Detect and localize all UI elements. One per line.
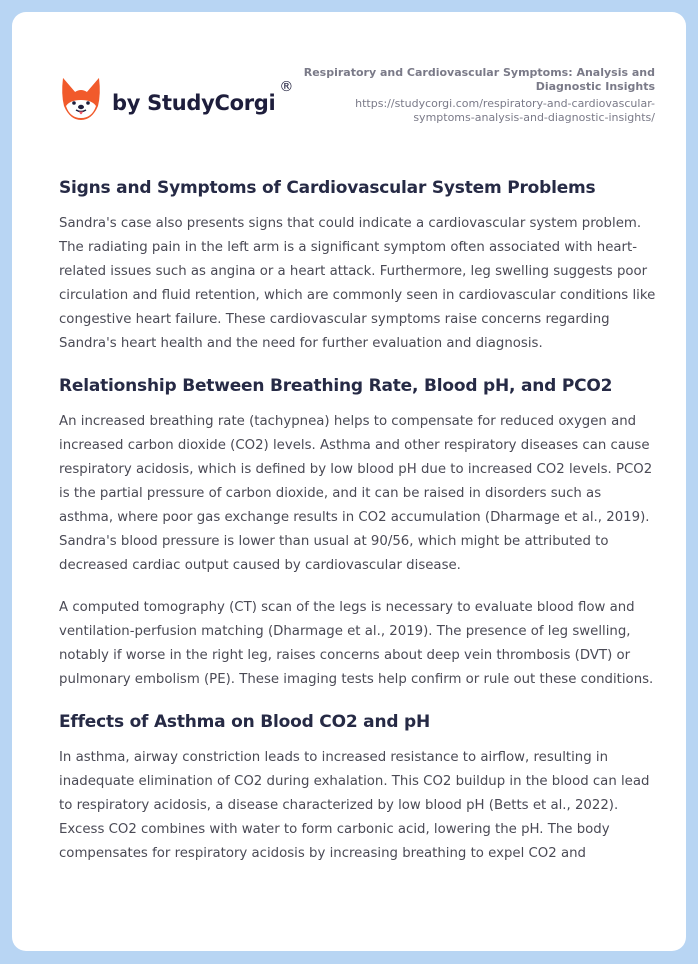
article-content — [59, 174, 659, 866]
paragraph: An increased breathing rate (tachypnea) helps to compensate for reduced oxygen and increased carbon dioxide (CO2) levels. Asthma and other respiratory diseases can cause respiratory acidosis, which is defined by low blood pH due to increased CO2 levels. PCO2 is the partial pressure of carbon dioxide, and it can be raised in disorders such as asthma, where poor gas exchange results in CO2 accumulation (Dharmage et al., 2019). Sandra's blood pressure is lower than usual at 90/56, which might be attributed to decreased cardiac output caused by cardiovascular disease. — [59, 414, 653, 573]
section-heading: Relationship Between Breathing Rate, Blood pH, and PCO2 — [59, 376, 613, 396]
studycorgi-logo[interactable] — [60, 76, 293, 122]
document-page — [12, 12, 686, 951]
document-meta — [295, 66, 655, 125]
paragraph: Sandra's case also presents signs that could indicate a cardiovascular system problem. The radiating pain in the left arm is a significant symptom often associated with heart-related issues such as angina or a heart attack. Furthermore, leg swelling suggests poor circulation and fluid retention, which are commonly seen in cardiovascular conditions like congestive heart failure. These cardiovascular symptoms raise concerns regarding Sandra's heart health and the need for further evaluation and diagnosis. — [59, 216, 656, 351]
section-heading: Signs and Symptoms of Cardiovascular System Problems — [59, 178, 596, 198]
section-asthma-effects — [59, 708, 659, 866]
paragraph: A computed tomography (CT) scan of the legs is necessary to evaluate blood flow and ventilation-perfusion matching (Dharmage et al., 2019). The presence of leg swelling, notably if worse in the right leg, raises concerns about deep vein thrombosis (DVT) or pulmonary embolism (PE). These imaging tests help confirm or rule out these conditions. — [59, 600, 654, 687]
document-url[interactable]: https://studycorgi.com/respiratory-and-cardiovascular-symptoms-analysis-and-diagnostic-insights/ — [355, 97, 655, 124]
section-breathing-ph-pco2 — [59, 372, 659, 708]
corgi-icon — [60, 76, 102, 122]
registered-mark: ® — [279, 79, 294, 95]
paragraph: In asthma, airway constriction leads to increased resistance to airflow, resulting in inadequate elimination of CO2 during exhalation. This CO2 buildup in the blood can lead to respiratory acidosis, a disease characterized by low blood pH (Betts et al., 2022). Excess CO2 combines with water to form carbonic acid, lowering the pH. The body compensates for respiratory acidosis by increasing breathing to expel CO2 and — [59, 750, 650, 861]
section-cardiovascular-symptoms — [59, 174, 659, 372]
document-title: Respiratory and Cardiovascular Symptoms: Analysis and Diagnostic Insights — [303, 66, 655, 93]
section-heading: Effects of Asthma on Blood CO2 and pH — [59, 712, 431, 732]
logo-text: by StudyCorgi — [112, 91, 276, 115]
page-header — [12, 12, 686, 162]
